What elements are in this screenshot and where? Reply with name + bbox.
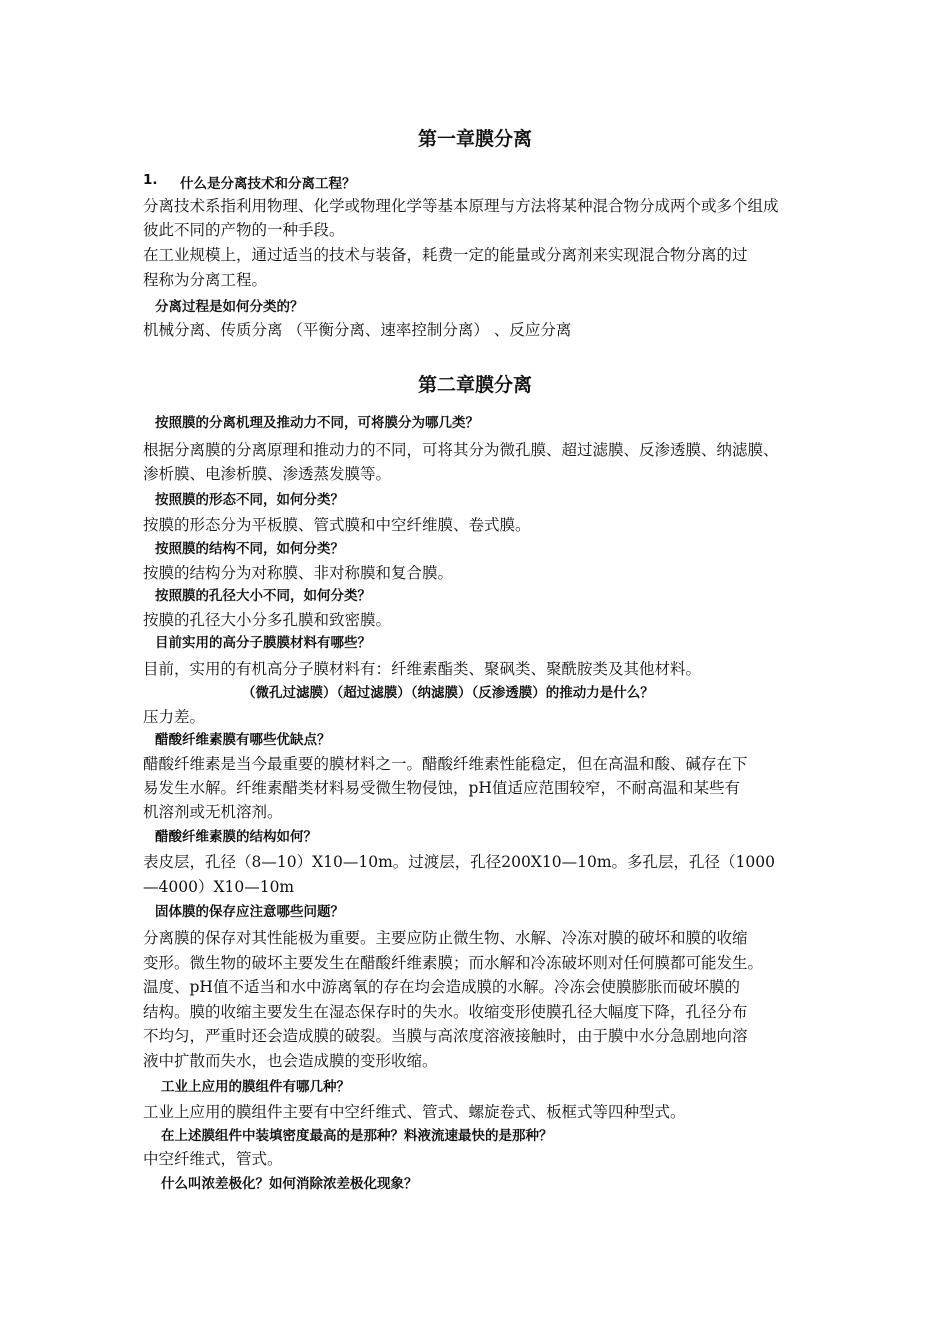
answer-line: 压力差。 — [143, 708, 206, 726]
answer-line: 机械分离、传质分离 （平衡分离、速率控制分离） 、反应分离 — [143, 321, 572, 339]
answer-line: 表皮层，孔径（8—10）X10—10m。过渡层，孔径200X10—10m。多孔层，孔径（1000 — [143, 853, 775, 871]
answer-line: 按膜的形态分为平板膜、管式膜和中空纤维膜、卷式膜。 — [143, 516, 531, 534]
answer-line: 彼此不同的产物的一种手段。 — [143, 221, 345, 239]
answer-line: 醋酸纤维素是当今最重要的膜材料之一。醋酸纤维素性能稳定，但在高温和酸、碱存在下 — [143, 755, 748, 773]
question-text: 什么叫浓差极化？如何消除浓差极化现象？ — [161, 1176, 418, 1192]
answer-line: 机溶剂或无机溶剂。 — [143, 803, 283, 821]
question-text: 按照膜的形态不同，如何分类？ — [155, 492, 344, 508]
answer-line: 根据分离膜的分离原理和推动力的不同，可将其分为微孔膜、超过滤膜、反渗透膜、纳滤膜、 — [143, 441, 779, 459]
chapter2-title: 第二章膜分离 — [417, 374, 532, 396]
answer-line: 按膜的孔径大小分多孔膜和致密膜。 — [143, 611, 392, 629]
answer-line: 程称为分离工程。 — [143, 271, 268, 289]
question-text: （微孔过滤膜）（超过滤膜）（纳滤膜）（反渗透膜）的推动力是什么？ — [242, 685, 654, 701]
question-text: 按照膜的结构不同，如何分类？ — [155, 541, 344, 557]
answer-line: 结构。膜的收缩主要发生在湿态保存时的失水。收缩变形使膜孔径大幅度下降，孔径分布 — [143, 1003, 748, 1021]
answer-line: —4000）X10—10m — [143, 878, 295, 896]
answer-line: 按膜的结构分为对称膜、非对称膜和复合膜。 — [143, 564, 454, 582]
answer-line: 分离膜的保存对其性能极为重要。主要应防止微生物、水解、冷冻对膜的破坏和膜的收缩 — [143, 929, 748, 947]
question-number: 1. — [143, 172, 158, 188]
answer-line: 易发生水解。纤维素醋类材料易受微生物侵蚀，pH值适应范围较窄，不耐高温和某些有 — [143, 779, 740, 797]
answer-line: 不均匀，严重时还会造成膜的破裂。当膜与高浓度溶液接触时，由于膜中水分急剧地向溶 — [143, 1027, 748, 1045]
question-text: 目前实用的高分子膜膜材料有哪些？ — [155, 635, 371, 651]
answer-line: 温度、pH值不适当和水中游离氧的存在均会造成膜的水解。冷冻会使膜膨胀而破坏膜的 — [143, 978, 740, 996]
question-text: 分离过程是如何分类的？ — [155, 299, 304, 315]
question-text: 工业上应用的膜组件有哪几种？ — [161, 1079, 350, 1095]
question-text: 按照膜的孔径大小不同，如何分类？ — [155, 588, 371, 604]
question-text: 醋酸纤维素膜有哪些优缺点？ — [155, 732, 331, 748]
answer-line: 目前，实用的有机高分子膜材料有：纤维素酯类、聚砜类、聚酰胺类及其他材料。 — [143, 660, 702, 678]
answer-line: 液中扩散而失水，也会造成膜的变形收缩。 — [143, 1052, 438, 1070]
answer-line: 中空纤维式，管式。 — [143, 1150, 283, 1168]
answer-line: 变形。微生物的破坏主要发生在醋酸纤维素膜；而水解和冷冻破坏则对任何膜都可能发生。 — [143, 954, 764, 972]
question-text: 什么是分离技术和分离工程？ — [180, 176, 356, 192]
answer-line: 工业上应用的膜组件主要有中空纤维式、管式、螺旋卷式、板框式等四种型式。 — [143, 1103, 686, 1121]
question-text: 在上述膜组件中装填密度最高的是那种？料液流速最快的是那种？ — [161, 1128, 553, 1144]
question-text: 按照膜的分离机理及推动力不同，可将膜分为哪几类？ — [155, 415, 479, 431]
answer-line: 渗析膜、电渗析膜、渗透蒸发膜等。 — [143, 465, 392, 483]
question-text: 醋酸纤维素膜的结构如何？ — [155, 829, 317, 845]
answer-line: 在工业规模上，通过适当的技术与装备，耗费一定的能量或分离剂来实现混合物分离的过 — [143, 246, 748, 264]
question-text: 固体膜的保存应注意哪些问题？ — [155, 904, 344, 920]
answer-line: 分离技术系指利用物理、化学或物理化学等基本原理与方法将某种混合物分成两个或多个组成 — [143, 197, 779, 215]
chapter1-title: 第一章膜分离 — [417, 128, 532, 150]
